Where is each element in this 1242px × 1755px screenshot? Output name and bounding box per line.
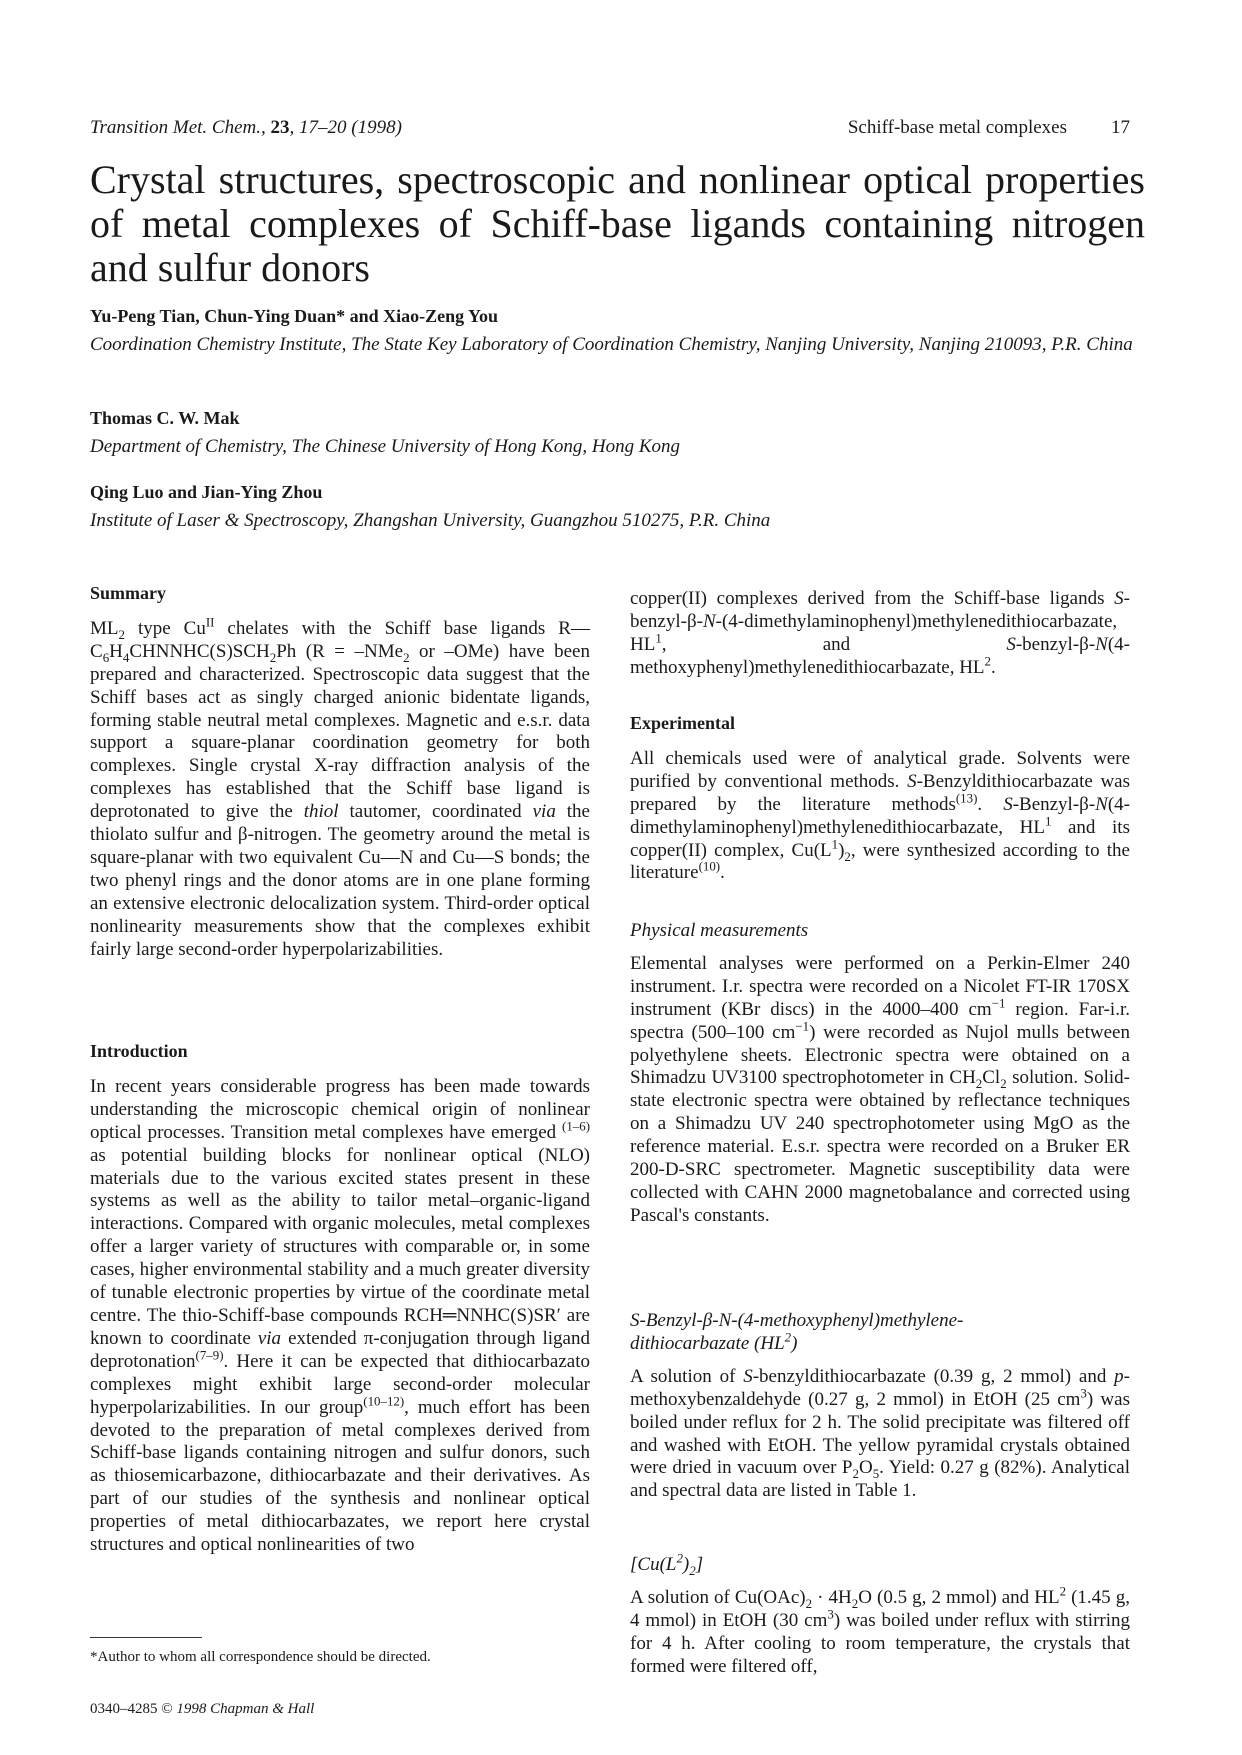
correspondence-footnote: *Author to whom all correspondence should be directed.	[90, 1649, 431, 1665]
summary-section	[90, 582, 590, 962]
introduction-text: In recent years considerable progress has been made towards understanding the microscopic chemical origin of nonlinear optical processes. Transition metal complexes have emerged $^{(1-6)}$ as potential building blocks for nonlinear optical (NLO) materials due to the various excited states present in these systems as well as the ability to tailor metal–organic-ligand interactions. Compared with organic molecules, metal complexes offer a larger variety of structures with comparable or, in some cases, higher environmental stability and a much greater diversity of tunable electronic properties by virtue of the coordinate metal centre. The thio-Schiff-base compounds RCH═NNHC(S)SR′ are known to coordinate via extended π-conjugation through ligand deprotonation$^{(7-9)}$. Here it can be expected that dithiocarbazato complexes might exhibit large second-order molecular hyperpolarizabilities. In our group$^{(10-12)}$, much effort has been devoted to the preparation of metal complexes derived from Schiff-base ligands containing nitrogen and sulfur donors, such as thiosemicarbazone, dithiocarbazate and their derivatives. As part of our studies of the synthesis and nonlinear optical properties of metal dithiocarbazates, we report here crystal structures and optical nonlinearities of two	[90, 1075, 590, 1556]
author-group-1: Yu-Peng Tian, Chun-Ying Duan* and Xiao-Zeng You	[90, 306, 498, 326]
hl2-preparation-text: A solution of S-benzyldithiocarbazate (0.39 g, 2 mmol) and p-methoxybenzaldehyde (0.27 g, 2 mmol) in EtOH (25 $cm^3$) was boiled under reflux for 2 h. The solid precipitate was filtered off and washed with EtOH. The yellow pyramidal crystals obtained were dried in vacuum over $P_2O_5$. Yield: 0.27 g (82%). Analytical and spectral data are listed in Table 1.	[630, 1365, 1130, 1502]
footnote-rule	[90, 1637, 202, 1638]
copyright-icon: ©	[161, 1701, 173, 1717]
journal-volume: 23	[270, 117, 290, 138]
summary-heading: Summary	[90, 583, 166, 603]
author-group-3: Qing Luo and Jian-Ying Zhou	[90, 482, 323, 502]
affiliation-2: Department of Chemistry, The Chinese University of Hong Kong, Hong Kong	[90, 436, 681, 457]
journal-citation: Transition Met. Chem., 23, 17–20 (1998)	[90, 117, 402, 138]
article-title: Crystal structures, spectroscopic and nonlinear optical properties of metal complexes of Schiff-base ligands containing nitrogen and sulfur donors	[90, 157, 1145, 290]
introduction-section	[90, 1040, 590, 1557]
physical-measurements-heading: Physical measurements	[630, 920, 809, 941]
copper-complex-text: A solution of $Cu(OAc)_2 \cdot 4H_2O$ (0.5 g, 2 mmol) and $HL^2$ (1.45 g, 4 mmol) in EtOH (30 $cm^3$) was boiled under reflux with stirring for 4 h. After cooling to room temperature, the crystals that formed were filtered off,	[630, 1583, 1130, 1677]
affiliation-3: Institute of Laser & Spectroscopy, Zhangshan University, Guangzhou 510275, P.R. China	[90, 510, 771, 531]
experimental-section	[630, 712, 1130, 885]
journal-pages-year: , 17–20 (1998)	[289, 117, 402, 138]
copyright-line	[90, 1701, 314, 1718]
issn-code: 0340–4285	[90, 1701, 162, 1717]
introduction-heading: Introduction	[90, 1041, 188, 1061]
introduction-continued	[630, 588, 1130, 680]
running-title: Schiff-base metal complexes	[847, 117, 1067, 138]
publisher: 1998 Chapman & Hall	[172, 1701, 315, 1717]
introduction-continued-text: copper(II) complexes derived from the Schiff-base ligands S-benzyl-β-N-(4-dimethylaminophenyl)methylenedithiocarbazate, $HL^1$, and S-benzyl-β-N(4-methoxyphenyl)methylenedithiocarbazate, $HL^2$.	[630, 588, 1130, 678]
author-group-2: Thomas C. W. Mak	[90, 408, 240, 428]
experimental-heading: Experimental	[630, 713, 735, 733]
copper-complex-preparation-section	[630, 1550, 1130, 1679]
hl2-preparation-section	[630, 1310, 1130, 1503]
physical-measurements-text: Elemental analyses were performed on a Perkin-Elmer 240 instrument. I.r. spectra were recorded on a Nicolet FT-IR 170SX instrument (KBr discs) in the 4000–400 $cm^{-1}$ region. Far-i.r. spectra (500–100 $cm^{-1}$) were recorded as Nujol mulls between polyethylene sheets. Electronic spectra were obtained on a Shimadzu UV3100 spectrophotometer in $CH_2Cl_2$ solution. Solid-state electronic spectra were obtained by reflectance techniques on a Shimadzu UV 240 spectrophotometer using MgO as the reference material. E.s.r. spectra were recorded on a Bruker ER 200-D-SRC spectrometer. Magnetic susceptibility data were collected with CAHN 2000 magnetobalance and corrected using Pascal's constants.	[630, 952, 1130, 1226]
journal-name: Transition Met. Chem.	[90, 117, 262, 138]
running-header	[848, 117, 1130, 139]
hl2-preparation-heading: S-Benzyl-β-N-(4-methoxyphenyl)methylene- dithiocarbazate $(HL^2)$	[630, 1310, 964, 1354]
page-number: 17	[1111, 117, 1130, 138]
copper-complex-heading: $[Cu(L^2)_2]$	[630, 1550, 704, 1578]
summary-text: $ML_2$ type $Cu^{II}$ chelates with the Schiff base ligands $R—C_6H_4CHNNHC(S)SCH_2Ph$ (R = –NMe$_2$ or –OMe) have been prepared and characterized. Spectroscopic data suggest that the Schiff bases act as singly charged anionic bidentate ligands, forming stable neutral metal complexes. Magnetic and e.s.r. data support a square-planar coordination geometry for both complexes. Single crystal X-ray diffraction analysis of the complexes has established that the Schiff base ligand is deprotonated to give the thiol tautomer, coordinated via the thiolato sulfur and β-nitrogen. The geometry around the metal is square-planar with two equivalent Cu—N and Cu—S bonds; the two phenyl rings and the donor atoms are in one plane forming an extensive electronic delocalization system. Third-order optical nonlinearity measurements show that the complexes exhibit fairly large second-order hyperpolarizabilities.	[90, 614, 590, 960]
affiliation-1: Coordination Chemistry Institute, The State Key Laboratory of Coordination Chemistry, Nanjing University, Nanjing 210093, P.R. China	[90, 334, 1133, 355]
physical-measurements-section	[630, 920, 1130, 1228]
experimental-text: All chemicals used were of analytical grade. Solvents were purified by conventional methods. S-Benzyldithiocarbazate was prepared by the literature methods$^{(13)}$. S-Benzyl-β-N(4-dimethylaminophenyl)methylenedithiocarbazate, $HL^1$ and its copper(II) complex, $Cu(L^1)_2$, were synthesized according to the literature$^{(10)}$.	[630, 747, 1130, 884]
